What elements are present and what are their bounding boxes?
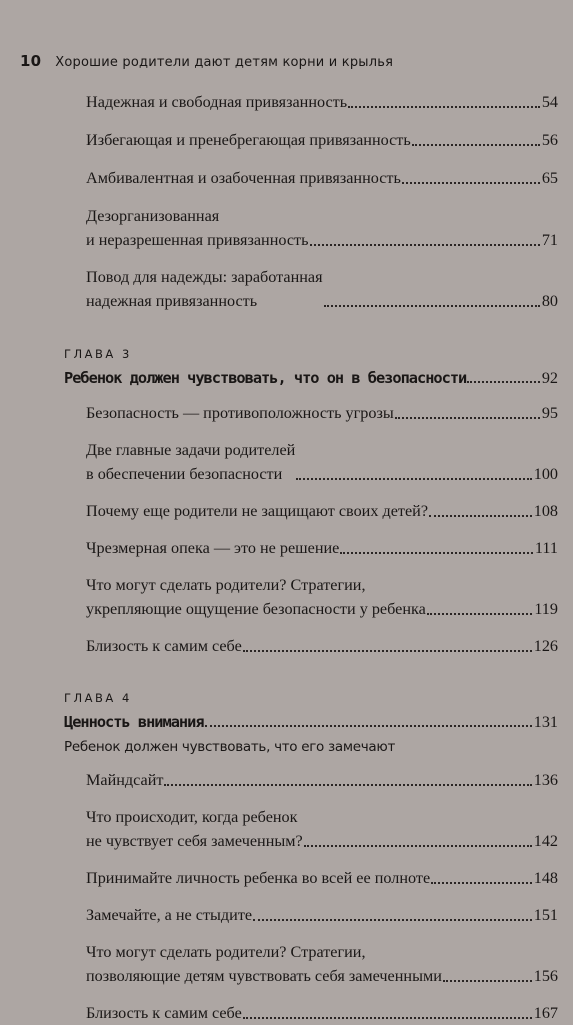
toc-entry-page-number: 65: [541, 169, 558, 187]
toc-entry-title: [86, 166, 401, 190]
toc-entry[interactable]: [64, 1001, 558, 1025]
toc-entry-title-line: Повод для надежды: заработанная: [86, 268, 323, 286]
toc-entry-title-line: не чувствует себя замеченным?: [86, 832, 303, 850]
leader-dots: [402, 181, 540, 184]
toc-entry-title: [86, 499, 428, 523]
chapter-page-number: 131: [533, 713, 558, 731]
toc-entry[interactable]: [64, 866, 558, 890]
toc-entry-title: [86, 573, 426, 621]
toc-entry-page-number: 156: [533, 967, 558, 985]
chapter-title-text: Ценность внимания: [64, 713, 204, 731]
toc-entry-page-number: 56: [541, 131, 558, 149]
toc-entry-title-line: Майндсайт: [86, 771, 164, 789]
toc-entry-page-number: 71: [541, 231, 558, 249]
toc-entry-title-line: укрепляющие ощущение безопасности у ребенка: [86, 600, 426, 618]
chapter-title[interactable]: [64, 712, 558, 732]
toc-entry-page-number: 95: [541, 404, 558, 422]
toc-entry-title: [86, 634, 242, 658]
running-title: Хорошие родители дают детям корни и крылья: [55, 55, 394, 70]
toc-entry-title: [86, 768, 163, 792]
toc-entry-title-line: Замечайте, а не стыдите: [86, 906, 253, 924]
toc-entry-title: [86, 1001, 242, 1025]
toc-entry-title-line: надежная привязанность: [86, 292, 258, 310]
leader-dots: [395, 416, 540, 419]
leader-dots: [324, 304, 540, 307]
toc-entry[interactable]: [64, 265, 558, 313]
section-attachment-types: [64, 90, 558, 313]
toc-entry-title-line: Что могут сделать родители? Стратегии,: [86, 576, 366, 594]
toc-entry[interactable]: [64, 805, 558, 853]
toc-entry[interactable]: [64, 768, 558, 792]
toc-entry[interactable]: [64, 166, 558, 190]
toc-entry-title-line: Дезорганизованная: [86, 207, 220, 225]
leader-dots: [431, 881, 532, 884]
table-of-contents: [64, 90, 558, 1025]
toc-entry-page-number: 136: [533, 771, 558, 789]
toc-entry-title-line: Близость к самим себе: [86, 637, 242, 655]
toc-entry[interactable]: [64, 438, 558, 486]
toc-entry-page-number: 126: [533, 637, 558, 655]
leader-dots: [205, 724, 532, 727]
chapter-4-entries: [64, 768, 558, 1025]
leader-dots: [443, 979, 532, 982]
page-number: 10: [20, 52, 42, 70]
chapter-label: ГЛАВА 4: [64, 691, 132, 705]
toc-entry[interactable]: [64, 573, 558, 621]
toc-entry-page-number: 80: [541, 292, 558, 310]
chapter-subtitle: Ребенок должен чувствовать, что его замечают: [64, 739, 396, 755]
toc-entry-page-number: 108: [533, 502, 558, 520]
toc-entry-page-number: 119: [534, 600, 558, 618]
toc-entry-title: [86, 940, 442, 988]
toc-entry-title-line: Безопасность — противоположность угрозы: [86, 404, 394, 422]
toc-entry-title-line: Что могут сделать родители? Стратегии,: [86, 943, 366, 961]
leader-dots: [340, 551, 533, 554]
toc-entry[interactable]: [64, 204, 558, 252]
leader-dots: [429, 514, 532, 517]
toc-entry-page-number: 142: [533, 832, 558, 850]
toc-entry-title: [86, 805, 303, 853]
toc-entry-title: [86, 866, 430, 890]
chapter-title-text: Ребенок должен чувствовать, что он в безопасности: [64, 369, 467, 387]
chapter-label: ГЛАВА 3: [64, 347, 132, 361]
toc-entry-title: [86, 903, 252, 927]
toc-entry[interactable]: [64, 499, 558, 523]
leader-dots: [427, 612, 533, 615]
chapter-page-number: 92: [541, 369, 558, 387]
leader-dots: [253, 918, 532, 921]
toc-entry-title-line: Две главные задачи родителей: [86, 441, 296, 459]
toc-entry[interactable]: [64, 128, 558, 152]
page-header: [20, 52, 393, 70]
toc-entry-page-number: 151: [533, 906, 558, 924]
leader-dots: [296, 477, 531, 480]
toc-entry-title-line: Принимайте личность ребенка во всей ее полноте: [86, 869, 431, 887]
toc-entry-title-line: и неразрешенная привязанность: [86, 231, 309, 249]
chapter-title[interactable]: [64, 368, 558, 388]
toc-entry[interactable]: [64, 401, 558, 425]
chapter-3-entries: [64, 401, 558, 658]
toc-entry-title-line: Почему еще родители не защищают своих детей?: [86, 502, 429, 520]
toc-entry[interactable]: [64, 90, 558, 114]
toc-entry-page-number: 100: [533, 465, 558, 483]
chapter-3: [64, 347, 558, 658]
toc-entry-page-number: 148: [533, 869, 558, 887]
toc-entry-title: [86, 438, 295, 486]
toc-entry-title: [86, 536, 339, 560]
toc-entry-title-line: позволяющие детям чувствовать себя замеченными: [86, 967, 442, 985]
leader-dots: [467, 380, 540, 383]
toc-entry-page-number: 54: [541, 93, 558, 111]
toc-entry[interactable]: [64, 634, 558, 658]
leader-dots: [348, 105, 540, 108]
toc-entry[interactable]: [64, 940, 558, 988]
toc-entry-title: [86, 204, 309, 252]
chapter-4: [64, 691, 558, 1025]
toc-entry[interactable]: [64, 903, 558, 927]
toc-entry-title-line: Что происходит, когда ребенок: [86, 808, 298, 826]
toc-entry-title-line: Избегающая и пренебрегающая привязанность: [86, 131, 411, 149]
toc-entry[interactable]: [64, 536, 558, 560]
toc-entry-title-line: Близость к самим себе: [86, 1004, 242, 1022]
toc-entry-page-number: 111: [534, 539, 558, 557]
leader-dots: [412, 143, 540, 146]
toc-entry-title-line: в обеспечении безопасности: [86, 465, 283, 483]
toc-entry-title-line: Надежная и свободная привязанность: [86, 93, 348, 111]
leader-dots: [243, 1016, 532, 1019]
toc-entry-title-line: Чрезмерная опека — это не решение: [86, 539, 340, 557]
toc-entry-title: [86, 401, 394, 425]
toc-entry-title-line: Амбивалентная и озабоченная привязанность: [86, 169, 401, 187]
leader-dots: [310, 243, 540, 246]
toc-entry-title: [86, 265, 323, 313]
leader-dots: [304, 844, 532, 847]
toc-entry-title: [86, 90, 347, 114]
toc-entry-page-number: 167: [533, 1004, 558, 1022]
leader-dots: [243, 649, 532, 652]
toc-entry-title: [86, 128, 411, 152]
leader-dots: [164, 783, 531, 786]
